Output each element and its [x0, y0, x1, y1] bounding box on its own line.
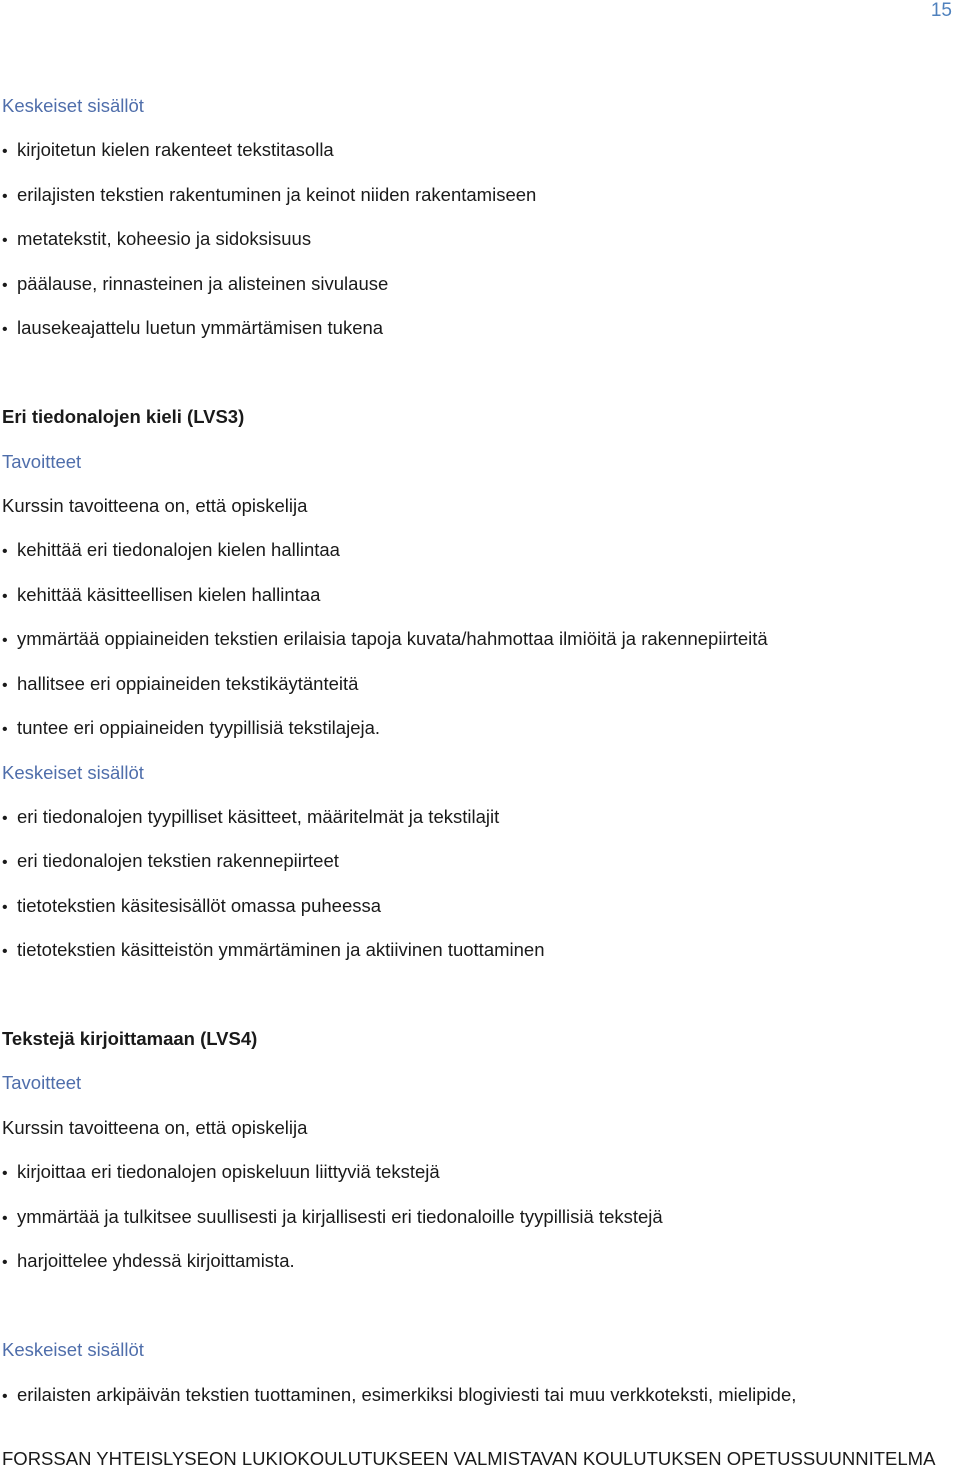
bullet-icon: •: [2, 943, 8, 960]
list-item: • metatekstit, koheesio ja sidoksisuus: [2, 227, 311, 253]
bullet-icon: •: [2, 321, 8, 338]
list-item: • kehittää eri tiedonalojen kielen hallintaa: [2, 538, 340, 564]
list-item: • hallitsee eri oppiaineiden tekstikäytänteitä: [2, 672, 358, 698]
bullet-icon: •: [2, 277, 8, 294]
bullet-icon: •: [2, 721, 8, 738]
list-item: • eri tiedonalojen tyypilliset käsitteet, määritelmät ja tekstilajit: [2, 805, 499, 831]
bullet-icon: •: [2, 854, 8, 871]
section-heading-contents: Keskeiset sisällöt: [2, 95, 144, 116]
bullet-icon: •: [2, 588, 8, 605]
list-item: • kirjoitetun kielen rakenteet tekstitasolla: [2, 138, 334, 164]
section-heading-contents: Keskeiset sisällöt: [2, 1339, 144, 1360]
list-item: • ymmärtää ja tulkitsee suullisesti ja kirjallisesti eri tiedonaloille tyypillisiä tekstejä: [2, 1205, 663, 1231]
bullet-icon: •: [2, 1388, 8, 1405]
bullet-icon: •: [2, 232, 8, 249]
list-item: • kirjoittaa eri tiedonalojen opiskeluun liittyviä tekstejä: [2, 1160, 440, 1186]
list-item: • tietotekstien käsitesisällöt omassa puheessa: [2, 894, 381, 920]
list-item: • kehittää käsitteellisen kielen hallintaa: [2, 583, 320, 609]
bullet-icon: •: [2, 1254, 8, 1271]
bullet-icon: •: [2, 1210, 8, 1227]
goals-heading: Tavoitteet: [2, 451, 82, 472]
bullet-icon: •: [2, 543, 8, 560]
page-number: 15: [930, 0, 952, 21]
goals-heading: Tavoitteet: [2, 1072, 82, 1093]
list-item: • lausekeajattelu luetun ymmärtämisen tukena: [2, 316, 383, 342]
course-title-lvs3: Eri tiedonalojen kieli (LVS3): [2, 406, 245, 427]
bullet-icon: •: [2, 632, 8, 649]
list-item: • ymmärtää oppiaineiden tekstien erilaisia tapoja kuvata/hahmottaa ilmiöitä ja rakennepiirteitä: [2, 627, 768, 653]
list-item: • erilajisten tekstien rakentuminen ja keinot niiden rakentamiseen: [2, 183, 536, 209]
list-item: • eri tiedonalojen tekstien rakennepiirteet: [2, 849, 339, 875]
list-item: • tietotekstien käsitteistön ymmärtäminen ja aktiivinen tuottaminen: [2, 938, 545, 964]
goals-intro: Kurssin tavoitteena on, että opiskelija: [2, 495, 308, 516]
page-footer: FORSSAN YHTEISLYSEON LUKIOKOULUTUKSEEN VALMISTAVAN KOULUTUKSEN OPETUSSUUNNITELMA: [2, 1448, 936, 1469]
bullet-icon: •: [2, 188, 8, 205]
goals-intro: Kurssin tavoitteena on, että opiskelija: [2, 1117, 308, 1138]
bullet-icon: •: [2, 143, 8, 160]
list-item: • tuntee eri oppiaineiden tyypillisiä tekstilajeja.: [2, 716, 380, 742]
list-item: • päälause, rinnasteinen ja alisteinen sivulause: [2, 272, 388, 298]
bullet-icon: •: [2, 1165, 8, 1182]
bullet-icon: •: [2, 899, 8, 916]
bullet-icon: •: [2, 810, 8, 827]
course-title-lvs4: Tekstejä kirjoittamaan (LVS4): [2, 1028, 258, 1049]
list-item: • harjoittelee yhdessä kirjoittamista.: [2, 1249, 295, 1275]
bullet-icon: •: [2, 677, 8, 694]
list-item: • erilaisten arkipäivän tekstien tuottaminen, esimerkiksi blogiviesti tai muu verkkoteksti, mielipide,: [2, 1383, 796, 1409]
section-heading-contents: Keskeiset sisällöt: [2, 762, 144, 783]
